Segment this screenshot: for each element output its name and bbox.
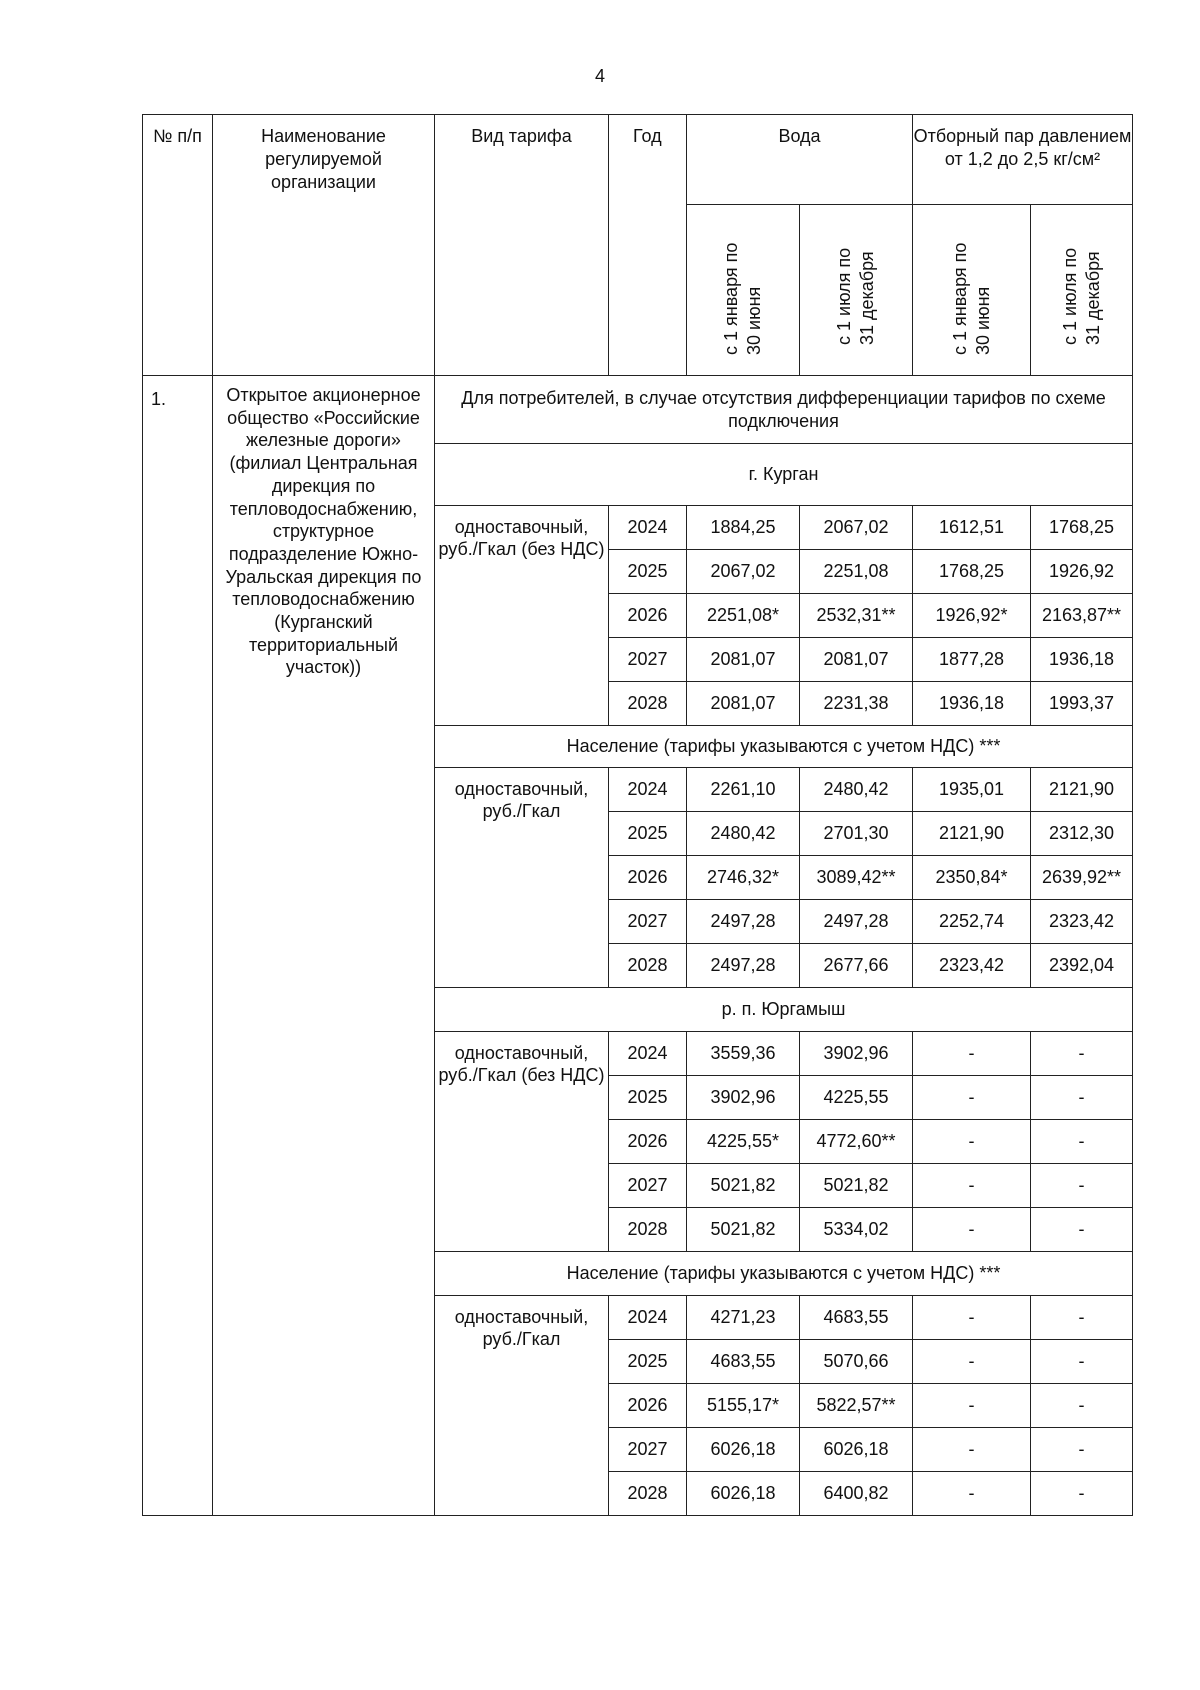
steam-h2-value: 2392,04 bbox=[1031, 944, 1133, 988]
year-cell: 2025 bbox=[609, 550, 687, 594]
steam-h2-value: - bbox=[1031, 1384, 1133, 1428]
steam-period1-label: с 1 января по 30 июня bbox=[949, 242, 993, 355]
steam-h1-value: 1926,92* bbox=[913, 594, 1031, 638]
year-cell: 2027 bbox=[609, 638, 687, 682]
steam-h2-value: 2312,30 bbox=[1031, 812, 1133, 856]
year-cell: 2026 bbox=[609, 856, 687, 900]
header-tariff-type: Вид тарифа bbox=[435, 115, 609, 376]
water-h1-value: 2497,28 bbox=[687, 900, 800, 944]
steam-h1-value: - bbox=[913, 1120, 1031, 1164]
steam-h2-value: - bbox=[1031, 1296, 1133, 1340]
steam-h2-value: 2323,42 bbox=[1031, 900, 1133, 944]
steam-h1-value: - bbox=[913, 1384, 1031, 1428]
water-h1-value: 5021,82 bbox=[687, 1208, 800, 1252]
entry-number: 1. bbox=[143, 376, 213, 1516]
water-h1-value: 2067,02 bbox=[687, 550, 800, 594]
header-org: Наименование регулируемой организации bbox=[213, 115, 435, 376]
water-h1-value: 2081,07 bbox=[687, 638, 800, 682]
year-cell: 2026 bbox=[609, 594, 687, 638]
water-h1-value: 2746,32* bbox=[687, 856, 800, 900]
tariff-type: одноставочный, руб./Гкал (без НДС) bbox=[435, 1032, 609, 1252]
year-cell: 2027 bbox=[609, 1428, 687, 1472]
steam-h2-value: - bbox=[1031, 1032, 1133, 1076]
year-cell: 2024 bbox=[609, 1032, 687, 1076]
steam-h2-value: 1768,25 bbox=[1031, 506, 1133, 550]
steam-h1-value: 1877,28 bbox=[913, 638, 1031, 682]
steam-h1-value: 1936,18 bbox=[913, 682, 1031, 726]
water-h1-value: 2081,07 bbox=[687, 682, 800, 726]
header-water-period2 bbox=[800, 205, 913, 376]
steam-h1-value: 2252,74 bbox=[913, 900, 1031, 944]
header-steam-period2 bbox=[1031, 205, 1133, 376]
steam-h2-value: - bbox=[1031, 1340, 1133, 1384]
water-h2-value: 2677,66 bbox=[800, 944, 913, 988]
water-h2-value: 3089,42** bbox=[800, 856, 913, 900]
year-cell: 2024 bbox=[609, 768, 687, 812]
steam-h1-value: - bbox=[913, 1472, 1031, 1516]
water-h1-value: 5021,82 bbox=[687, 1164, 800, 1208]
tariff-type: одноставочный, руб./Гкал (без НДС) bbox=[435, 506, 609, 726]
steam-h2-value: - bbox=[1031, 1208, 1133, 1252]
section-heading: Население (тарифы указываются с учетом НДС) *** bbox=[435, 726, 1133, 768]
water-h2-value: 5021,82 bbox=[800, 1164, 913, 1208]
water-h2-value: 6400,82 bbox=[800, 1472, 913, 1516]
year-cell: 2028 bbox=[609, 1472, 687, 1516]
header-steam: Отборный пар давлением от 1,2 до 2,5 кг/см² bbox=[913, 115, 1133, 205]
steam-h1-value: 1612,51 bbox=[913, 506, 1031, 550]
header-water-period1 bbox=[687, 205, 800, 376]
year-cell: 2024 bbox=[609, 506, 687, 550]
water-h1-value: 3902,96 bbox=[687, 1076, 800, 1120]
water-h1-value: 4271,23 bbox=[687, 1296, 800, 1340]
steam-h2-value: 1936,18 bbox=[1031, 638, 1133, 682]
steam-h1-value: 1935,01 bbox=[913, 768, 1031, 812]
section-heading: Население (тарифы указываются с учетом НДС) *** bbox=[435, 1252, 1133, 1296]
water-h1-value: 6026,18 bbox=[687, 1428, 800, 1472]
water-h1-value: 6026,18 bbox=[687, 1472, 800, 1516]
section-heading: р. п. Юргамыш bbox=[435, 988, 1133, 1032]
steam-h1-value: 2121,90 bbox=[913, 812, 1031, 856]
year-cell: 2028 bbox=[609, 944, 687, 988]
steam-h2-value: 2163,87** bbox=[1031, 594, 1133, 638]
consumer-note: Для потребителей, в случае отсутствия дифференциации тарифов по схеме подключения bbox=[435, 376, 1133, 444]
year-cell: 2026 bbox=[609, 1384, 687, 1428]
year-cell: 2025 bbox=[609, 1076, 687, 1120]
water-h2-value: 5334,02 bbox=[800, 1208, 913, 1252]
year-cell: 2026 bbox=[609, 1120, 687, 1164]
water-h2-value: 2480,42 bbox=[800, 768, 913, 812]
water-h2-value: 2067,02 bbox=[800, 506, 913, 550]
steam-h2-value: - bbox=[1031, 1076, 1133, 1120]
steam-h1-value: - bbox=[913, 1164, 1031, 1208]
water-h1-value: 2480,42 bbox=[687, 812, 800, 856]
water-h2-value: 2081,07 bbox=[800, 638, 913, 682]
water-h1-value: 2251,08* bbox=[687, 594, 800, 638]
steam-h1-value: - bbox=[913, 1296, 1031, 1340]
steam-h2-value: 1926,92 bbox=[1031, 550, 1133, 594]
steam-h1-value: - bbox=[913, 1428, 1031, 1472]
tariff-type: одноставочный, руб./Гкал bbox=[435, 768, 609, 988]
steam-h2-value: - bbox=[1031, 1120, 1133, 1164]
steam-h2-value: - bbox=[1031, 1472, 1133, 1516]
water-h1-value: 2497,28 bbox=[687, 944, 800, 988]
water-period2-label: с 1 июля по 31 декабря bbox=[834, 247, 877, 345]
steam-h2-value: 1993,37 bbox=[1031, 682, 1133, 726]
steam-h2-value: 2121,90 bbox=[1031, 768, 1133, 812]
tariff-type: одноставочный, руб./Гкал bbox=[435, 1296, 609, 1516]
steam-h2-value: 2639,92** bbox=[1031, 856, 1133, 900]
header-year: Год bbox=[609, 115, 687, 376]
water-h2-value: 3902,96 bbox=[800, 1032, 913, 1076]
water-h2-value: 2231,38 bbox=[800, 682, 913, 726]
steam-h1-value: - bbox=[913, 1076, 1031, 1120]
steam-period2-label: с 1 июля по 31 декабря bbox=[1059, 247, 1103, 345]
steam-h1-value: 2323,42 bbox=[913, 944, 1031, 988]
year-cell: 2027 bbox=[609, 1164, 687, 1208]
water-h2-value: 4772,60** bbox=[800, 1120, 913, 1164]
steam-h1-value: - bbox=[913, 1208, 1031, 1252]
water-h2-value: 4683,55 bbox=[800, 1296, 913, 1340]
organization-name: Открытое акционерное общество «Российские железные дороги» (филиал Центральная дирекция по тепловодоснабжению, структурное подразделение Южно-Уральская дирекция по тепловодоснабжению (Курганский территориальный участок)) bbox=[213, 376, 435, 1516]
steam-h1-value: - bbox=[913, 1032, 1031, 1076]
header-steam-period1 bbox=[913, 205, 1031, 376]
steam-h1-value: - bbox=[913, 1340, 1031, 1384]
water-h1-value: 4225,55* bbox=[687, 1120, 800, 1164]
header-num: № п/п bbox=[143, 115, 213, 376]
tariff-table bbox=[142, 114, 1133, 1516]
water-h1-value: 1884,25 bbox=[687, 506, 800, 550]
steam-h2-value: - bbox=[1031, 1164, 1133, 1208]
year-cell: 2028 bbox=[609, 682, 687, 726]
section-heading: г. Курган bbox=[435, 444, 1133, 506]
year-cell: 2025 bbox=[609, 1340, 687, 1384]
water-h2-value: 6026,18 bbox=[800, 1428, 913, 1472]
year-cell: 2028 bbox=[609, 1208, 687, 1252]
water-h2-value: 2251,08 bbox=[800, 550, 913, 594]
steam-h1-value: 2350,84* bbox=[913, 856, 1031, 900]
water-h2-value: 2701,30 bbox=[800, 812, 913, 856]
year-cell: 2024 bbox=[609, 1296, 687, 1340]
water-h2-value: 4225,55 bbox=[800, 1076, 913, 1120]
year-cell: 2025 bbox=[609, 812, 687, 856]
water-h1-value: 2261,10 bbox=[687, 768, 800, 812]
page-number: 4 bbox=[594, 66, 605, 86]
water-h1-value: 3559,36 bbox=[687, 1032, 800, 1076]
year-cell: 2027 bbox=[609, 900, 687, 944]
steam-h2-value: - bbox=[1031, 1428, 1133, 1472]
water-period1-label: с 1 января по 30 июня bbox=[721, 242, 764, 355]
header-water: Вода bbox=[687, 115, 913, 205]
water-h1-value: 5155,17* bbox=[687, 1384, 800, 1428]
water-h1-value: 4683,55 bbox=[687, 1340, 800, 1384]
water-h2-value: 5070,66 bbox=[800, 1340, 913, 1384]
water-h2-value: 2497,28 bbox=[800, 900, 913, 944]
water-h2-value: 2532,31** bbox=[800, 594, 913, 638]
water-h2-value: 5822,57** bbox=[800, 1384, 913, 1428]
steam-h1-value: 1768,25 bbox=[913, 550, 1031, 594]
